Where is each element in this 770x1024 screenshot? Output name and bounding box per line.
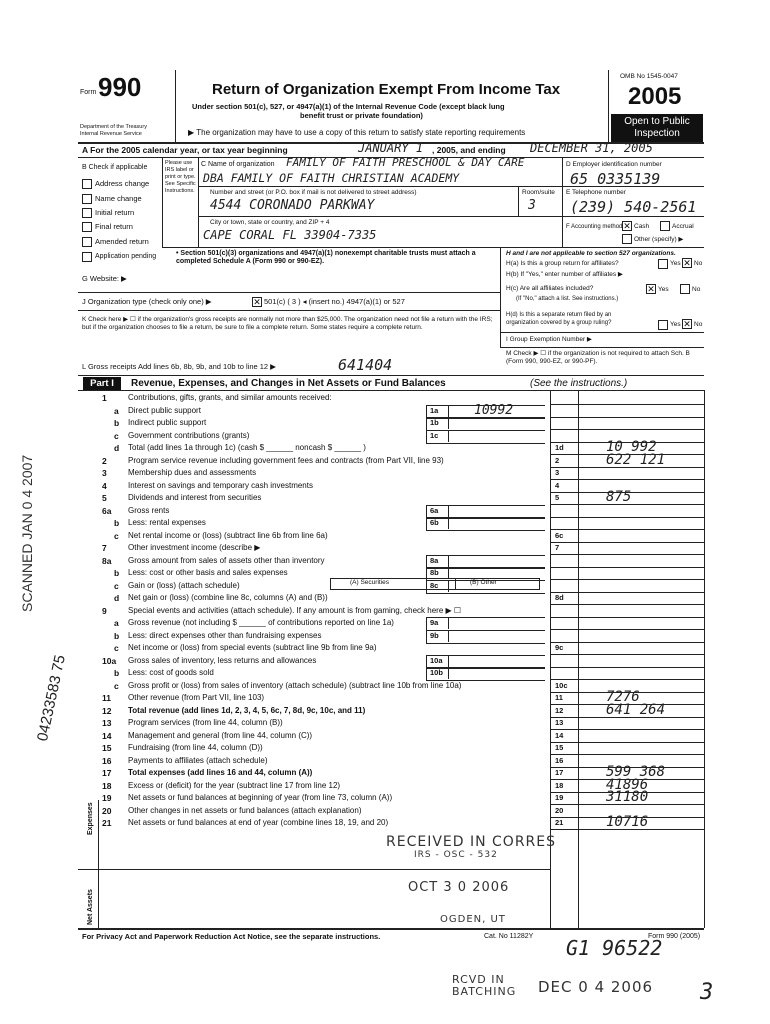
privacy-notice: For Privacy Act and Paperwork Reduction Act Notice, see the separate instructions. xyxy=(82,932,381,941)
line-description: Less: rental expenses xyxy=(128,518,206,527)
line-description: Management and general (from line 44, column (C)) xyxy=(128,730,313,740)
line-number: 9 xyxy=(102,605,107,616)
part-i-badge xyxy=(83,377,121,390)
line-number: 7 xyxy=(102,543,107,553)
sub-line-label: 1b xyxy=(430,418,439,427)
right-line-value: 10716 xyxy=(606,814,649,830)
line-description: Indirect public support xyxy=(128,418,207,427)
right-line-label: 5 xyxy=(555,493,560,502)
hd-yes: Yes xyxy=(670,321,681,328)
cash-label: Cash xyxy=(634,223,650,230)
line-number: 14 xyxy=(102,730,112,741)
right-line-label: 16 xyxy=(555,755,564,765)
part-i-title: Revenue, Expenses, and Changes in Net Assets or Fund Balances xyxy=(131,378,446,389)
checkbox-amended-return[interactable] xyxy=(82,237,92,247)
right-line-value: 7276 xyxy=(606,689,640,705)
received-stamp: RECEIVED IN CORRES xyxy=(386,834,557,850)
checkbox-hc-no[interactable] xyxy=(680,284,690,294)
line-description: Interest on savings and temporary cash investments xyxy=(128,480,313,490)
sub-line-label: 8a xyxy=(430,555,439,565)
line-number: 13 xyxy=(102,718,112,728)
checkbox-other[interactable] xyxy=(622,234,632,244)
city-label: City or town, state or country, and ZIP + 4 xyxy=(210,219,330,226)
open-public-box xyxy=(611,114,703,142)
sub-line-label: 8b xyxy=(430,568,439,577)
right-line-label: 3 xyxy=(555,468,560,477)
right-line-label: 12 xyxy=(555,705,564,715)
expenses-side-label: Expenses xyxy=(87,802,94,835)
line-description: Net assets or fund balances at beginning of year (from line 73, column (A)) xyxy=(128,793,393,802)
ha-no: No xyxy=(694,260,703,267)
sub-line-label: 9b xyxy=(430,630,439,640)
line-description: Other revenue (from Part VII, line 103) xyxy=(128,693,265,702)
right-line-value: 599 368 xyxy=(606,764,666,780)
line-number: a xyxy=(114,405,119,416)
tax-year: 2005 xyxy=(628,83,682,110)
open-public-1: Open to Public xyxy=(624,116,690,127)
form-title: Return of Organization Exempt From Income Tax xyxy=(212,81,561,98)
org-type-options: 501(c) ( 3 ) ◂ (insert no.) 4947(a)(1) or 527 xyxy=(264,297,405,306)
line-number: 5 xyxy=(102,493,107,503)
please-use-label: Please use IRS label or print or type. See Specific Instructions. xyxy=(165,160,196,194)
line-number: 17 xyxy=(102,768,112,778)
org-name-line1: FAMILY OF FAITH PRESCHOOL & DAY CARE xyxy=(286,156,525,169)
line-description: Gross revenue (not including $ ______ of contributions reported on line 1a) xyxy=(128,618,394,627)
right-line-value: 875 xyxy=(606,489,632,505)
line-description: Gross amount from sales of assets other than inventory xyxy=(128,555,325,565)
line-number: c xyxy=(114,680,119,691)
line-description: Government contributions (grants) xyxy=(128,430,250,440)
year-end: DECEMBER 31, 2005 xyxy=(530,141,653,155)
line-description: Payments to affiliates (attach schedule) xyxy=(128,755,268,765)
line-description: Less: direct expenses other than fundraising expenses xyxy=(128,630,322,640)
h-c-note: (If "No," attach a list. See instructions.) xyxy=(516,296,619,302)
part-i-label: Part I xyxy=(90,378,114,389)
checkbox-application-pending[interactable] xyxy=(82,252,92,262)
year-begin: JANUARY 1 xyxy=(358,141,424,155)
handwritten-page-number: 3 xyxy=(700,980,714,1005)
right-line-label: 21 xyxy=(555,818,564,827)
state-notice: ▶ The organization may have to use a copy of this return to satisfy state reporting requirements xyxy=(188,128,526,137)
right-line-label: 1d xyxy=(555,443,564,452)
right-line-label: 6c xyxy=(555,530,564,540)
checkbox-name-change[interactable] xyxy=(82,194,92,204)
line-description: Other changes in net assets or fund balances (attach explanation) xyxy=(128,805,362,815)
line-description: Excess or (deficit) for the year (subtract line 17 from line 12) xyxy=(128,780,341,790)
line-number: 1 xyxy=(102,393,107,403)
line-number: 18 xyxy=(102,780,112,791)
street-label: Number and street (or P.O. box if mail is not delivered to street address) xyxy=(210,189,417,196)
sub-line-label: 8c xyxy=(430,580,439,590)
line-number: 8a xyxy=(102,555,112,566)
line-description: Total revenue (add lines 1d, 2, 3, 4, 5, 6c, 7, 8d, 9c, 10c, and 11) xyxy=(128,705,366,715)
line-number: 16 xyxy=(102,755,112,766)
line-description: Special events and activities (attach schedule). If any amount is from gaming, check here ▶ ☐ xyxy=(128,605,462,615)
section-501-note: • Section 501(c)(3) organizations and 4947(a)(1) nonexempt charitable trusts must attach a completed Schedule A (Form 990 or 990-EZ). xyxy=(176,250,476,265)
sub-line-label: 6b xyxy=(430,518,439,527)
scanned-stamp: SCANNED JAN 0 4 2007 xyxy=(19,454,35,612)
right-line-label: 20 xyxy=(555,805,564,815)
line-description: Program service revenue including government fees and contracts (from Part VII, line 93) xyxy=(128,455,444,465)
website-label: G Website: ▶ xyxy=(82,274,127,283)
right-line-value: 10 992 xyxy=(606,439,657,455)
section-b-title: B Check if applicable xyxy=(82,164,148,171)
checkbox-hd-no[interactable]: ✕ xyxy=(683,319,691,329)
right-line-label: 15 xyxy=(555,743,564,752)
right-line-label: 8d xyxy=(555,593,564,602)
line-description: Other investment income (describe ▶ xyxy=(128,543,261,552)
sub-line-box[interactable] xyxy=(426,667,545,681)
batching-stamp: BATCHING xyxy=(452,985,517,998)
line-number: c xyxy=(114,530,119,541)
line-number: 10a xyxy=(102,655,117,666)
name-change-label: Name change xyxy=(95,194,142,203)
checkbox-hd-yes[interactable] xyxy=(658,320,668,330)
dept-label: Department of the Treasury xyxy=(80,124,147,130)
application-pending-label: Application pending xyxy=(95,253,157,260)
line-number: 12 xyxy=(102,705,112,716)
line-description: Total (add lines 1a through 1c) (cash $ ______ noncash $ ______ ) xyxy=(128,443,366,452)
line-number: 11 xyxy=(102,693,111,703)
line-description: Direct public support xyxy=(128,405,201,415)
col-a-securities: (A) Securities xyxy=(350,579,390,586)
irs-label: Internal Revenue Service xyxy=(80,131,142,137)
line-number: c xyxy=(114,430,119,441)
sub-line-box[interactable] xyxy=(426,517,545,531)
batching-date-stamp: DEC 0 4 2006 xyxy=(538,978,654,996)
line-number: b xyxy=(114,568,120,578)
line-description: Program services (from line 44, column (B)) xyxy=(128,718,283,727)
checkbox-hc-yes[interactable]: ✕ xyxy=(647,284,655,294)
ogden-stamp: OGDEN, UT xyxy=(440,914,506,925)
irs-osc-stamp: IRS - OSC - 532 xyxy=(414,850,498,860)
handwritten-batch-number: G1 96522 xyxy=(566,936,663,960)
form-subtitle-1: Under section 501(c), 527, or 4947(a)(1) of the Internal Revenue Code (except black lung xyxy=(192,102,505,111)
right-line-label: 18 xyxy=(555,780,564,790)
accounting-label: F Accounting method xyxy=(566,224,623,230)
gross-receipts-label: L Gross receipts Add lines 6b, 8b, 9b, and 10b to line 12 ▶ xyxy=(82,362,276,371)
form-footer: Form 990 (2005) xyxy=(648,933,701,940)
right-line-value: 31180 xyxy=(606,789,649,805)
line-description: Net income or (loss) from special events (subtract line 9b from line 9a) xyxy=(128,643,377,652)
right-line-value: 41896 xyxy=(606,776,649,793)
form-number: 990 xyxy=(98,72,142,102)
rcvd-in-stamp: RCVD IN xyxy=(452,973,505,986)
line-a-mid: , 2005, and ending xyxy=(432,145,506,155)
org-type-label: J Organization type (check only one) ▶ xyxy=(82,297,212,306)
sub-line-label: 6a xyxy=(430,505,439,515)
line-description: Gross rents xyxy=(128,505,170,515)
checkbox-501c[interactable]: ✕ xyxy=(253,297,261,307)
checkbox-final-return[interactable] xyxy=(82,222,92,232)
hd-no: No xyxy=(694,321,703,328)
line-description: Net gain or (loss) (combine line 8c, columns (A) and (B)) xyxy=(128,593,328,602)
line-description: Total expenses (add lines 16 and 44, column (A)) xyxy=(128,768,313,777)
line-number: c xyxy=(114,580,119,591)
line-number: c xyxy=(114,643,119,653)
line-number: 19 xyxy=(102,793,112,803)
sub-line-label: 1c xyxy=(430,430,439,440)
checkbox-accrual[interactable] xyxy=(660,221,670,231)
line-number: 6a xyxy=(102,505,112,516)
sub-line-box[interactable] xyxy=(426,630,545,644)
form-label: Form xyxy=(80,89,97,96)
group-exemption: I Group Exemption Number ▶ xyxy=(506,336,592,343)
checkbox-ha-yes[interactable] xyxy=(658,259,668,269)
line-number: 15 xyxy=(102,743,112,753)
right-line-label: 17 xyxy=(555,768,564,777)
city-state-zip: CAPE CORAL FL 33904-7335 xyxy=(203,228,377,242)
line-a-label: A For the 2005 calendar year, or tax year beginning xyxy=(82,145,288,155)
h-b-question: H(b) If "Yes," enter number of affiliates ▶ xyxy=(506,271,623,278)
line-number: 20 xyxy=(102,805,112,816)
line-description: Gross sales of inventory, less returns and allowances xyxy=(128,655,317,665)
line-number: b xyxy=(114,418,120,428)
street-address: 4544 CORONADO PARKWAY xyxy=(210,198,375,213)
checkbox-cash[interactable]: ✕ xyxy=(623,221,631,231)
line-number: d xyxy=(114,443,120,453)
ein-value: 65 0335139 xyxy=(570,170,661,188)
right-line-label: 7 xyxy=(555,543,560,552)
h-d-question: H(d) Is this a separate return filed by an organization covered by a group ruling? xyxy=(506,312,612,326)
checkbox-initial-return[interactable] xyxy=(82,208,92,218)
right-line-label: 19 xyxy=(555,793,564,802)
org-name-label: C Name of organization xyxy=(201,161,275,168)
checkbox-ha-no[interactable]: ✕ xyxy=(683,258,691,268)
checkbox-address-change[interactable] xyxy=(82,179,92,189)
line-number: 21 xyxy=(102,818,112,828)
right-line-label: 14 xyxy=(555,730,564,740)
line-description: Net rental income or (loss) (subtract line 6b from line 6a) xyxy=(128,530,328,540)
sub-line-box[interactable] xyxy=(426,430,545,444)
sub-line-label: 10b xyxy=(430,668,443,677)
room-label: Room/suite xyxy=(522,189,555,196)
line-number: 4 xyxy=(102,480,107,491)
cat-number: Cat. No 11282Y xyxy=(484,933,534,940)
line-description: Membership dues and assessments xyxy=(128,468,257,477)
right-line-label: 10c xyxy=(555,680,568,690)
right-line-label: 13 xyxy=(555,718,564,727)
right-line-label: 2 xyxy=(555,455,560,465)
line-description: Contributions, gifts, grants, and similar amounts received: xyxy=(128,393,332,402)
gross-receipts-value: 641404 xyxy=(338,356,393,374)
line-description: Net assets or fund balances at end of year (combine lines 18, 19, and 20) xyxy=(128,818,389,827)
phone-label: E Telephone number xyxy=(566,189,626,196)
phone-value: (239) 540-2561 xyxy=(570,198,697,216)
form-subtitle-2: benefit trust or private foundation) xyxy=(300,111,423,120)
received-date-stamp: OCT 3 0 2006 xyxy=(408,880,510,895)
room-suite: 3 xyxy=(528,198,536,213)
ha-yes: Yes xyxy=(670,260,681,267)
part-i-see: (See the instructions.) xyxy=(530,378,628,389)
h-c-question: H(c) Are all affiliates included? xyxy=(506,285,594,292)
omb-number: OMB No 1545-0047 xyxy=(620,73,678,80)
line-number: b xyxy=(114,668,120,678)
line-number: d xyxy=(114,593,120,603)
accrual-label: Accrual xyxy=(672,223,694,230)
line-number: 2 xyxy=(102,455,107,466)
col-b-other: (B) Other xyxy=(470,579,497,586)
line-description: Gross profit or (loss) from sales of inventory (attach schedule) (subtract line 10b from line 10a) xyxy=(128,680,462,690)
hc-yes: Yes xyxy=(658,286,669,293)
line-number: b xyxy=(114,518,120,528)
ein-label: D Employer identification number xyxy=(566,161,662,168)
hc-no: No xyxy=(692,286,701,293)
line-description: Fundraising (from line 44, column (D)) xyxy=(128,743,263,752)
amended-return-label: Amended return xyxy=(95,237,149,246)
line-description: Dividends and interest from securities xyxy=(128,493,262,502)
initial-return-label: Initial return xyxy=(95,208,135,217)
sub-line-label: 10a xyxy=(430,655,443,665)
line-description: Less: cost or other basis and sales expenses xyxy=(128,568,288,577)
final-return-label: Final return xyxy=(95,222,133,231)
right-line-value: 641 264 xyxy=(606,701,666,718)
line-k: K Check here ▶ ☐ if the organization's gross receipts are normally not more than $25,000. The organization need not file a return with the IRS; but if the organization chooses to file a return, be sure to file a complete return. Some states require a complete return. xyxy=(82,316,493,331)
right-line-label: 4 xyxy=(555,480,560,490)
line-m: M Check ▶ ☐ if the organization is not required to attach Sch. B (Form 990, 990-EZ, or 990-PF). xyxy=(506,350,690,365)
line-number: 3 xyxy=(102,468,107,478)
sub-line-label: 1a xyxy=(430,405,439,415)
line-description: Less: cost of goods sold xyxy=(128,668,214,677)
h-i-note: H and I are not applicable to section 527 organizations. xyxy=(506,250,676,257)
org-name-line2: DBA FAMILY OF FAITH CHRISTIAN ACADEMY xyxy=(203,171,460,185)
right-line-label: 11 xyxy=(555,693,563,702)
open-public-2: Inspection xyxy=(634,128,680,139)
other-label: Other (specify) ▶ xyxy=(634,236,684,243)
net-assets-side-label: Net Assets xyxy=(87,889,94,925)
h-a-question: H(a) Is this a group return for affiliates? xyxy=(506,260,619,267)
dln-number: 04233583 75 xyxy=(34,653,69,743)
line-number: a xyxy=(114,618,119,628)
right-line-value: 622 121 xyxy=(606,451,666,468)
sub-line-value: 10992 xyxy=(474,402,514,418)
line-description: Gain or (loss) (attach schedule) xyxy=(128,580,240,590)
line-number: b xyxy=(114,630,120,641)
address-change-label: Address change xyxy=(95,179,150,188)
sub-line-label: 9a xyxy=(430,618,439,627)
right-line-label: 9c xyxy=(555,643,564,652)
